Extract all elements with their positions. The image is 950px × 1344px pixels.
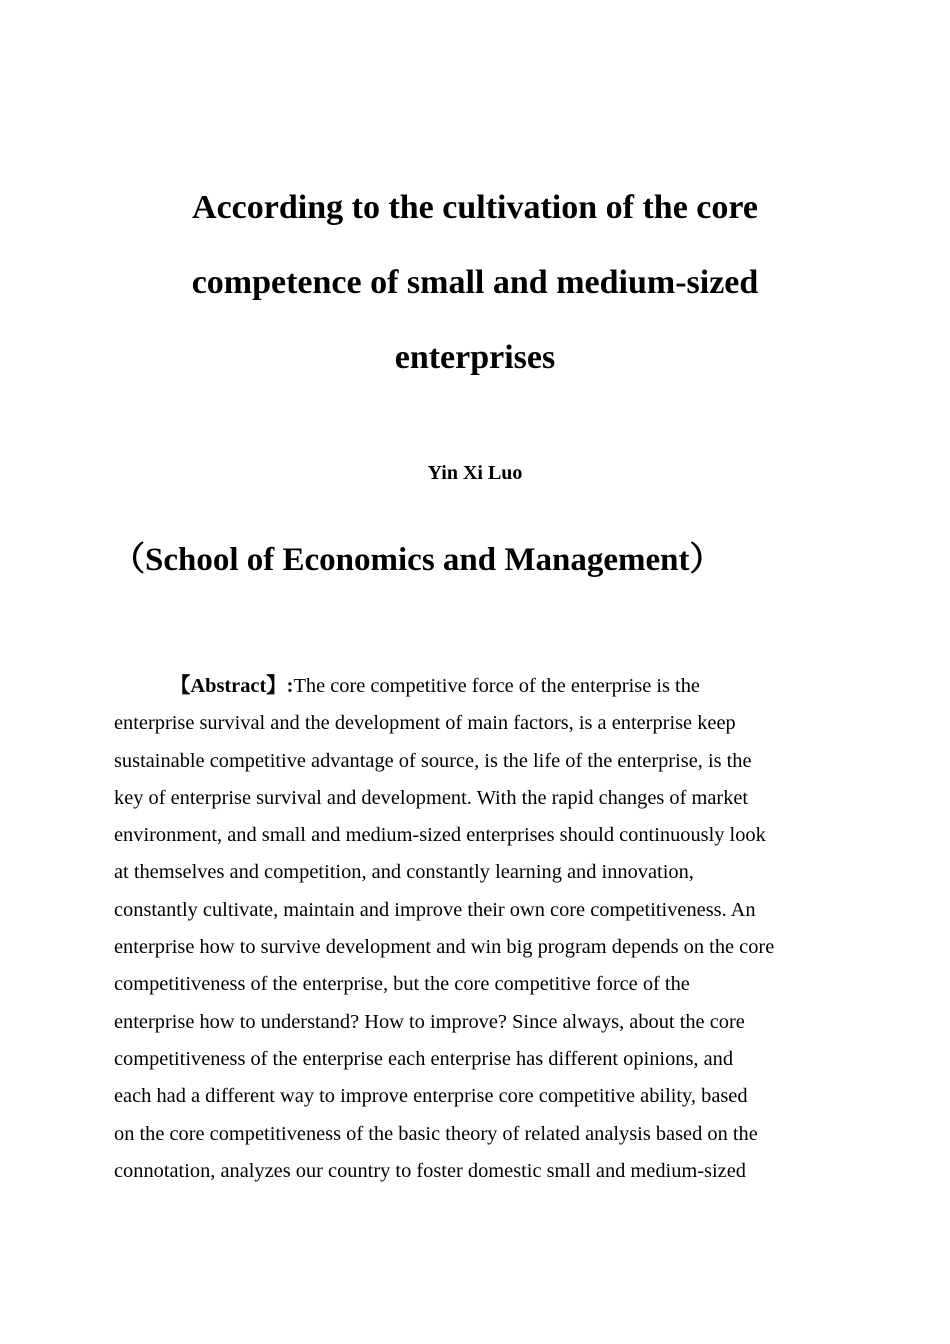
abstract-paragraph	[114, 668, 854, 1190]
abstract-line: competitiveness of the enterprise, but the core competitive force of the	[114, 973, 690, 996]
author-affiliation: （School of Economics and Management）	[112, 542, 723, 578]
abstract-line: on the core competitiveness of the basic theory of related analysis based on the	[114, 1122, 758, 1145]
abstract-label: 【Abstract】:	[170, 675, 294, 697]
title-line: According to the cultivation of the core	[192, 189, 758, 226]
abstract-line: sustainable competitive advantage of source, is the life of the enterprise, is the	[114, 749, 752, 772]
abstract-line: enterprise how to survive development and win big program depends on the core	[114, 936, 775, 959]
abstract-line: competitiveness of the enterprise each enterprise has different opinions, and	[114, 1047, 734, 1070]
author-name: Yin Xi Luo	[427, 462, 523, 484]
abstract-line: at themselves and competition, and constantly learning and innovation,	[114, 861, 694, 884]
abstract-line: connotation, analyzes our country to foster domestic small and medium-sized	[114, 1159, 746, 1182]
abstract-line: each had a different way to improve enterprise core competitive ability, based	[114, 1085, 748, 1108]
abstract-line: key of enterprise survival and development. With the rapid changes of market	[114, 786, 749, 809]
abstract-line: environment, and small and medium-sized enterprises should continuously look	[114, 824, 766, 847]
paper-title	[110, 170, 840, 395]
abstract-text: The core competitive force of the enterprise is the	[293, 675, 700, 697]
abstract-line	[114, 668, 854, 705]
abstract-line: constantly cultivate, maintain and improve their own core competitiveness. An	[114, 898, 756, 921]
title-line: competence of small and medium-sized	[191, 264, 759, 301]
abstract-line: enterprise how to understand? How to improve? Since always, about the core	[114, 1010, 745, 1033]
title-line: enterprises	[394, 339, 556, 376]
abstract-line: enterprise survival and the development of main factors, is a enterprise keep	[114, 712, 736, 735]
